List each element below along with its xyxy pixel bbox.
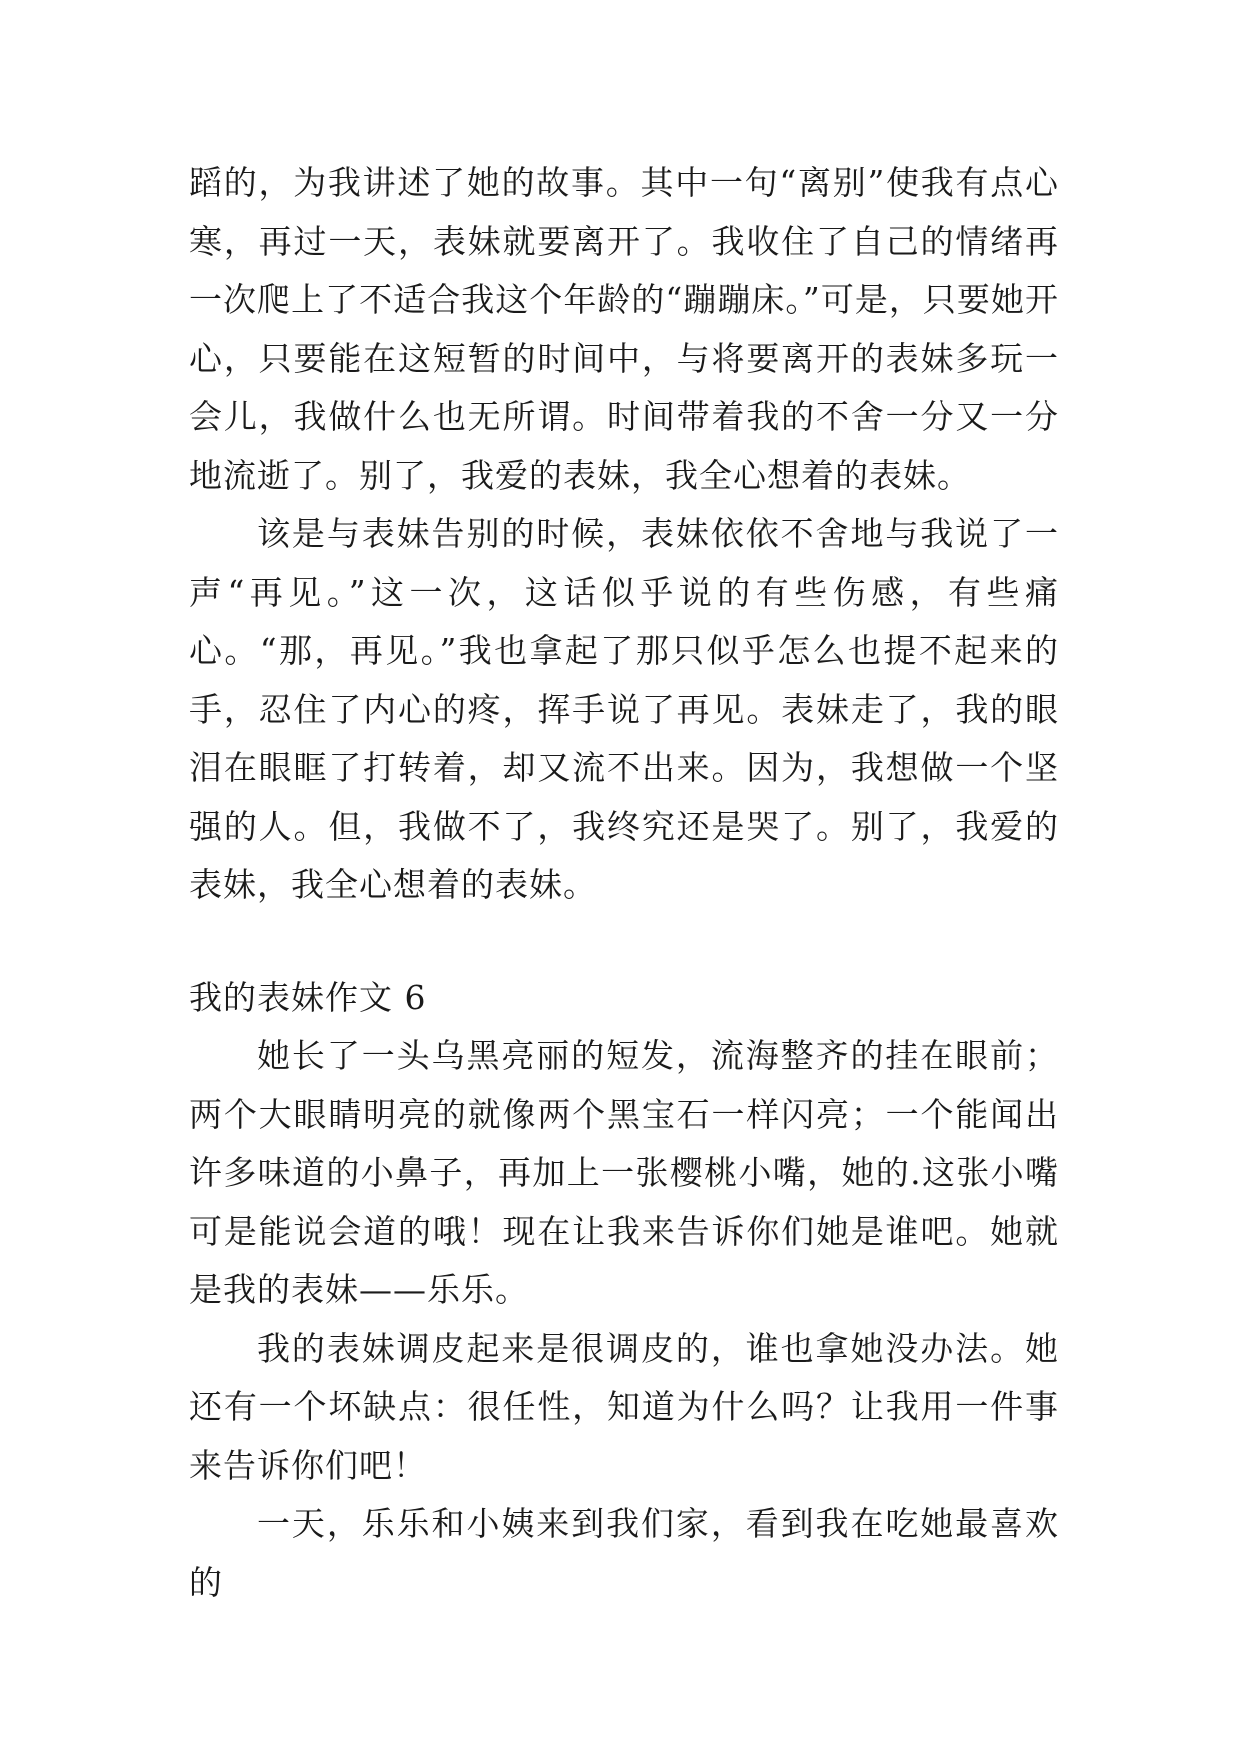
paragraph-description: 她长了一头乌黑亮丽的短发，流海整齐的挂在眼前；两个大眼睛明亮的就像两个黑宝石一样闪亮；一个能闻出许多味道的小鼻子，再加上一张樱桃小嘴，她的.这张小嘴可是能说会道的哦！现在让我来告诉你们她是谁吧。她就是我的表妹——乐乐。	[189, 1036, 1059, 1309]
paragraph-naughty: 我的表妹调皮起来是很调皮的，谁也拿她没办法。她还有一个坏缺点：很任性，知道为什么吗？让我用一件事来告诉你们吧！	[189, 1328, 1059, 1485]
paragraph-farewell: 该是与表妹告别的时候，表妹依依不舍地与我说了一声“再见。”这一次，这话似乎说的有些伤感，有些痛心。“那，再见。”我也拿起了那只似乎怎么也提不起来的手，忍住了内心的疼，挥手说了再见。表妹走了，我的眼泪在眼眶了打转着，却又流不出来。因为，我想做一个坚强的人。但，我做不了，我终究还是哭了。别了，我爱的表妹，我全心想着的表妹。	[189, 514, 1059, 904]
section-title: 我的表妹作文 6	[189, 977, 427, 1017]
paragraph-continued: 蹈的，为我讲述了她的故事。其中一句“离别”使我有点心寒，再过一天，表妹就要离开了。我收住了自己的情绪再一次爬上了不适合我这个年龄的“蹦蹦床。”可是，只要她开心，只要能在这短暂的时间中，与将要离开的表妹多玩一会儿，我做什么也无所谓。时间带着我的不舍一分又一分地流逝了。别了，我爱的表妹，我全心想着的表妹。	[189, 163, 1059, 495]
paragraph-one-day: 一天，乐乐和小姨来到我们家，看到我在吃她最喜欢的	[189, 1504, 1059, 1602]
document-body	[189, 154, 1059, 1612]
